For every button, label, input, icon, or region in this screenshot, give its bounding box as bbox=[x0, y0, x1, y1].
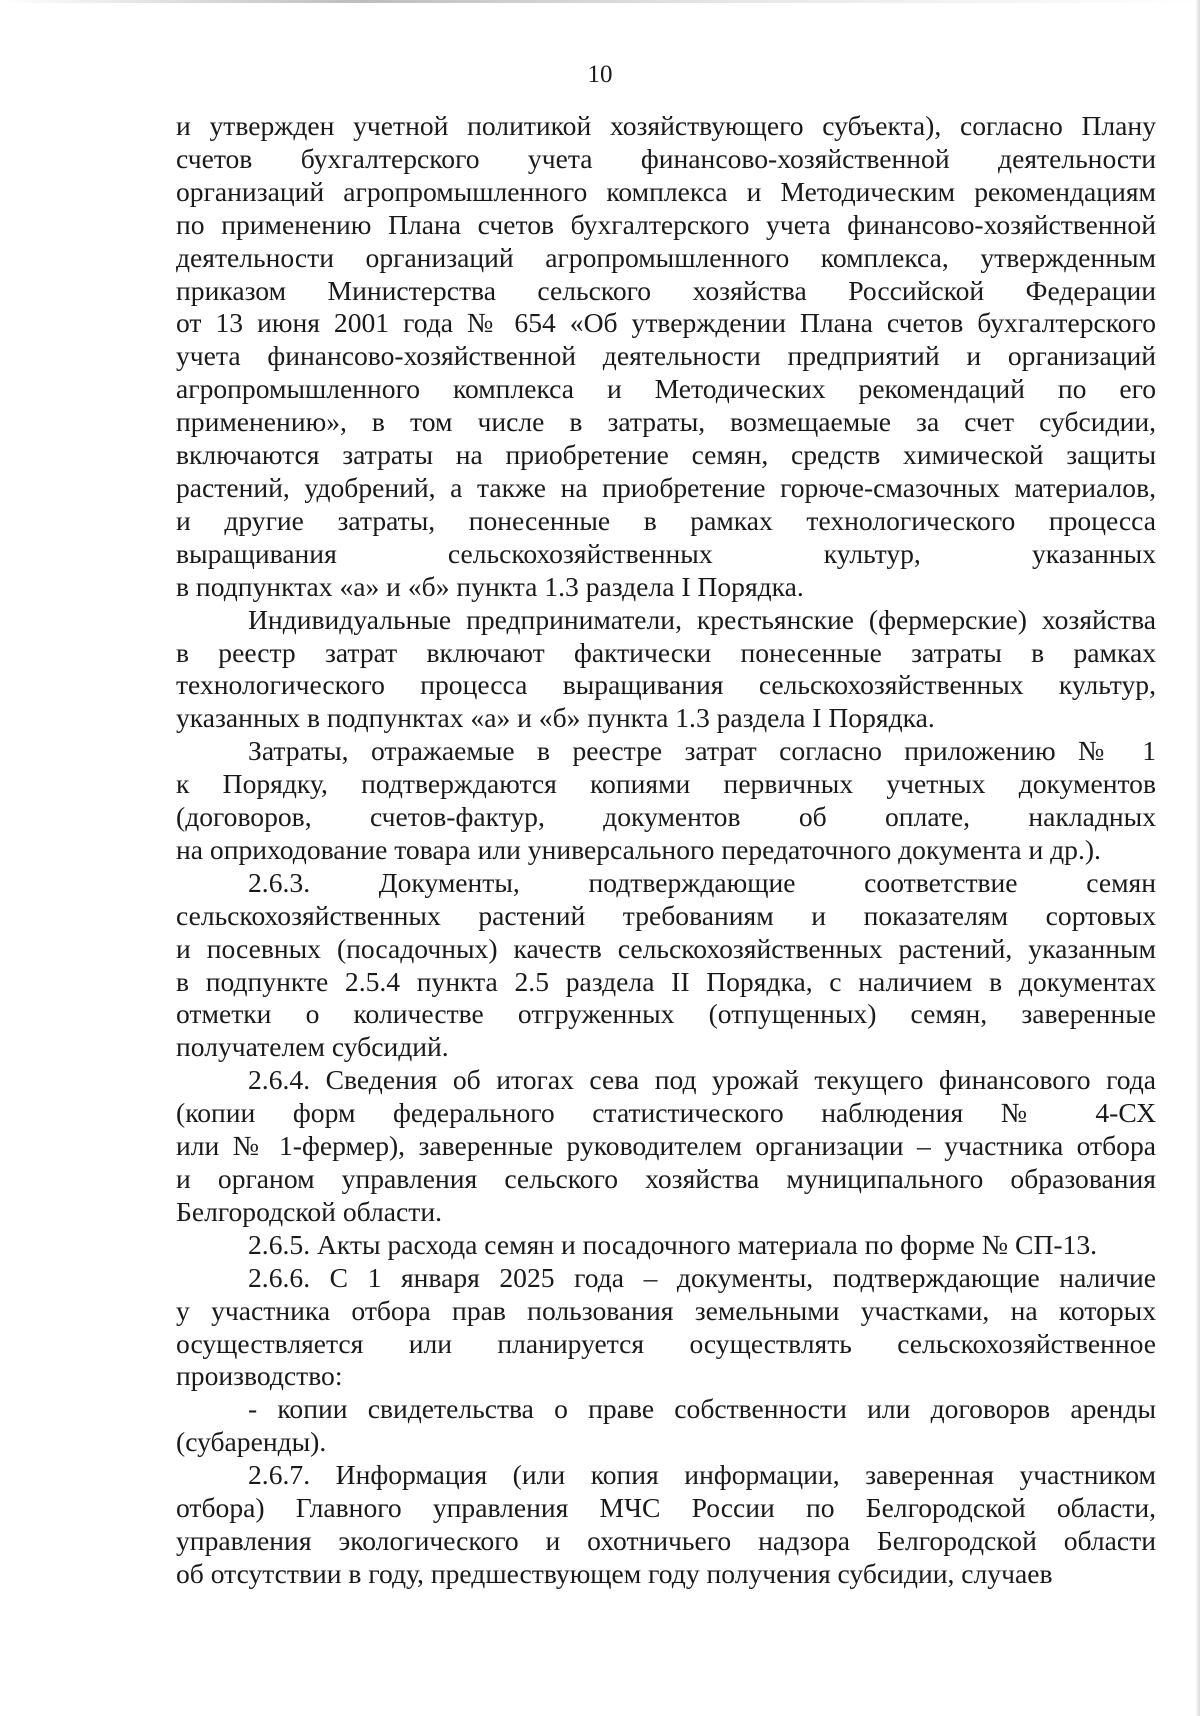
paragraph bbox=[176, 1262, 1156, 1394]
text-line: или № 1-фермер), заверенные руководителем организации – участника отбора bbox=[176, 1130, 1156, 1162]
text-line: на оприходование товара или универсального передаточного документа и др.). bbox=[176, 833, 1101, 865]
text-line: учета финансово-хозяйственной деятельности предприятий и организаций bbox=[176, 340, 1156, 372]
text-line: счетов бухгалтерского учета финансово-хозяйственной деятельности bbox=[176, 142, 1156, 174]
text-line: агропромышленного комплекса и Методических рекомендаций по его bbox=[176, 373, 1156, 405]
text-line: сельскохозяйственных растений требованиям и показателям сортовых bbox=[176, 899, 1156, 931]
text-line: Индивидуальные предприниматели, крестьянские (фермерские) хозяйства bbox=[248, 603, 1156, 635]
text-line: отметки о количестве отгруженных (отпущенных) семян, заверенные bbox=[176, 998, 1156, 1030]
text-line: 2.6.7. Информация (или копия информации, заверенная участником bbox=[248, 1459, 1156, 1491]
text-line: к Порядку, подтверждаются копиями первичных учетных документов bbox=[176, 768, 1156, 800]
text-line: (копии форм федерального статистического наблюдения № 4-СХ bbox=[176, 1097, 1156, 1129]
document-body bbox=[176, 110, 1156, 1591]
text-line: получателем субсидий. bbox=[176, 1031, 449, 1063]
paragraph bbox=[176, 867, 1156, 1064]
text-line: от 13 июня 2001 года № 654 «Об утверждении Плана счетов бухгалтерского bbox=[176, 307, 1156, 339]
text-line: технологического процесса выращивания сельскохозяйственных культур, bbox=[176, 669, 1156, 701]
page-number: 10 bbox=[587, 61, 613, 88]
text-line: у участника отбора прав пользования земельными участками, на которых bbox=[176, 1294, 1156, 1326]
text-line: по применению Плана счетов бухгалтерского учета финансово-хозяйственной bbox=[176, 208, 1156, 240]
paragraph bbox=[176, 1229, 1156, 1262]
text-line: Белгородской области. bbox=[176, 1195, 442, 1227]
text-line: выращивания сельскохозяйственных культур, указанных bbox=[176, 537, 1156, 569]
text-line: 2.6.4. Сведения об итогах сева под урожай текущего финансового года bbox=[248, 1064, 1156, 1096]
text-line: в подпункте 2.5.4 пункта 2.5 раздела II Порядка, с наличием в документах bbox=[176, 965, 1156, 997]
text-line: осуществляется или планируется осуществлять сельскохозяйственное bbox=[176, 1327, 1156, 1359]
text-line: управления экологического и охотничьего надзора Белгородской области bbox=[176, 1524, 1156, 1556]
text-line: указанных в подпунктах «а» и «б» пункта 1.3 раздела I Порядка. bbox=[176, 702, 935, 734]
text-line: организаций агропромышленного комплекса и Методическим рекомендациям bbox=[176, 175, 1156, 207]
text-line: 2.6.5. Акты расхода семян и посадочного материала по форме № СП-13. bbox=[248, 1228, 1098, 1260]
text-line: приказом Министерства сельского хозяйства Российской Федерации bbox=[176, 274, 1156, 306]
text-line: (договоров, счетов-фактур, документов об оплате, накладных bbox=[176, 801, 1156, 833]
text-line: применению», в том числе в затраты, возмещаемые за счет субсидии, bbox=[176, 406, 1156, 438]
paragraph bbox=[176, 1459, 1156, 1591]
text-line: 2.6.6. С 1 января 2025 года – документы, подтверждающие наличие bbox=[248, 1261, 1156, 1293]
scan-right-edge bbox=[1195, 0, 1200, 1716]
text-line: в реестр затрат включают фактически понесенные затраты в рамках bbox=[176, 636, 1156, 668]
text-line: - копии свидетельства о праве собственности или договоров аренды bbox=[248, 1393, 1156, 1425]
paragraph bbox=[176, 110, 1156, 604]
paragraph bbox=[176, 1064, 1156, 1229]
text-line: растений, удобрений, а также на приобретение горюче-смазочных материалов, bbox=[176, 471, 1156, 503]
text-line: в подпунктах «а» и «б» пункта 1.3 раздела I Порядка. bbox=[176, 570, 804, 602]
paragraph bbox=[176, 1393, 1156, 1459]
text-line: Затраты, отражаемые в реестре затрат согласно приложению № 1 bbox=[248, 735, 1156, 767]
text-line: отбора) Главного управления МЧС России по Белгородской области, bbox=[176, 1492, 1156, 1524]
paragraph bbox=[176, 735, 1156, 867]
text-line: включаются затраты на приобретение семян, средств химической защиты bbox=[176, 439, 1156, 471]
text-line: и посевных (посадочных) качеств сельскохозяйственных растений, указанным bbox=[176, 932, 1156, 964]
text-line: 2.6.3. Документы, подтверждающие соответствие семян bbox=[248, 866, 1156, 898]
paragraph bbox=[176, 604, 1156, 736]
text-line: об отсутствии в году, предшествующем году получения субсидии, случаев bbox=[176, 1557, 1053, 1589]
text-line: деятельности организаций агропромышленного комплекса, утвержденным bbox=[176, 241, 1156, 273]
text-line: и органом управления сельского хозяйства муниципального образования bbox=[176, 1163, 1156, 1194]
text-line: (субаренды). bbox=[176, 1426, 327, 1458]
text-line: и утвержден учетной политикой хозяйствующего субъекта), согласно Плану bbox=[176, 110, 1156, 141]
scan-top-edge bbox=[0, 0, 1200, 3]
text-line: и другие затраты, понесенные в рамках технологического процесса bbox=[176, 504, 1156, 536]
text-line: производство: bbox=[176, 1360, 343, 1392]
